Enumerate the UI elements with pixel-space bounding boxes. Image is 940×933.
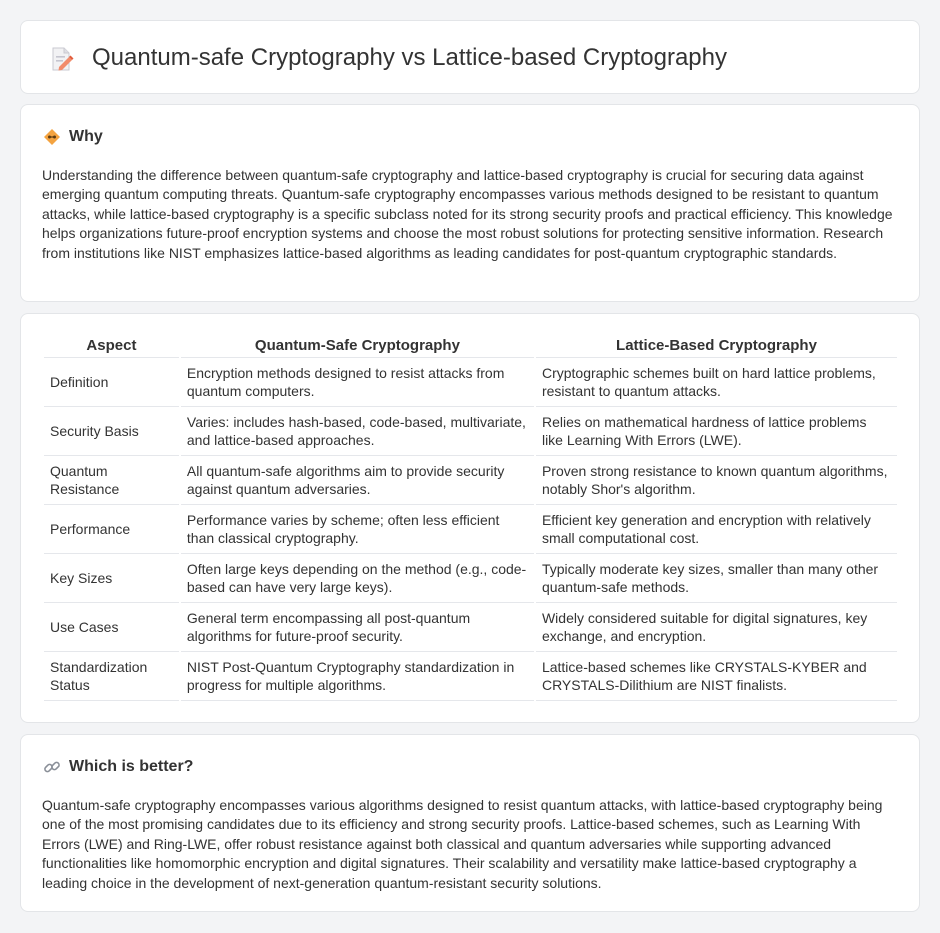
lattice-based-cell: Relies on mathematical hardness of lattice problems like Learning With Errors (LWE). [536, 407, 897, 456]
table-row [44, 358, 897, 407]
header-aspect: Aspect [44, 336, 179, 358]
header-card [20, 20, 920, 94]
why-body: Understanding the difference between quantum-safe cryptography and lattice-based cryptography is crucial for securing data against emerging quantum computing threats. Quantum-safe cryptography encompasses various methods designed to be resistant to quantum attacks, while lattice-based cryptography is a specific subclass noted for its strong security proofs and practical efficiency. This knowledge helps organizations future-proof encryption systems and choose the most robust solutions for protecting sensitive information. Research from institutions like NIST emphasizes lattice-based algorithms as leading candidates for post-quantum cryptographic standards. [42, 167, 893, 261]
lattice-based-cell: Widely considered suitable for digital signatures, key exchange, and encryption. [536, 603, 897, 652]
why-heading [43, 127, 103, 147]
comparison-table [42, 336, 899, 701]
table-row [44, 505, 897, 554]
lattice-based-cell: Efficient key generation and encryption with relatively small computational cost. [536, 505, 897, 554]
aspect-cell: Security Basis [44, 407, 179, 456]
quantum-safe-cell: General term encompassing all post-quantum algorithms for future-proof security. [181, 603, 534, 652]
comparison-card [20, 313, 920, 723]
lattice-based-cell: Proven strong resistance to known quantum algorithms, notably Shor's algorithm. [536, 456, 897, 505]
page-title: Quantum-safe Cryptography vs Lattice-based Cryptography [92, 44, 727, 71]
why-section [20, 104, 920, 302]
quantum-safe-cell: Performance varies by scheme; often less efficient than classical cryptography. [181, 505, 534, 554]
quantum-safe-cell: Often large keys depending on the method (e.g., code-based can have very large keys). [181, 554, 534, 603]
aspect-cell: Definition [44, 358, 179, 407]
quantum-safe-cell: NIST Post-Quantum Cryptography standardization in progress for multiple algorithms. [181, 652, 534, 701]
header-quantum-safe: Quantum-Safe Cryptography [181, 336, 534, 358]
document-edit-icon [47, 45, 75, 73]
lattice-based-cell: Cryptographic schemes built on hard lattice problems, resistant to quantum attacks. [536, 358, 897, 407]
table-row [44, 603, 897, 652]
aspect-cell: Key Sizes [44, 554, 179, 603]
quantum-safe-cell: All quantum-safe algorithms aim to provide security against quantum adversaries. [181, 456, 534, 505]
table-row [44, 652, 897, 701]
table-row [44, 554, 897, 603]
table-row [44, 456, 897, 505]
better-heading [43, 757, 193, 777]
lattice-based-cell: Lattice-based schemes like CRYSTALS-KYBER and CRYSTALS-Dilithium are NIST finalists. [536, 652, 897, 701]
quantum-safe-cell: Encryption methods designed to resist attacks from quantum computers. [181, 358, 534, 407]
aspect-cell: Standardization Status [44, 652, 179, 701]
better-title: Which is better? [69, 758, 194, 775]
link-icon [43, 758, 61, 776]
table-row [44, 407, 897, 456]
table-header-row [44, 336, 897, 358]
why-title: Why [69, 128, 103, 145]
lattice-based-cell: Typically moderate key sizes, smaller than many other quantum-safe methods. [536, 554, 897, 603]
aspect-cell: Performance [44, 505, 179, 554]
better-body: Quantum-safe cryptography encompasses various algorithms designed to resist quantum attacks, with lattice-based cryptography being one of the most promising candidates due to its efficiency and strong security proofs. Lattice-based schemes, such as Learning With Errors (LWE) and Ring-LWE, offer robust resistance against both classical and quantum adversaries while supporting advanced functionalities like homomorphic encryption and digital signatures. Their scalability and versatility make lattice-based cryptography a leading choice in the development of next-generation quantum-resistant security solutions. [42, 797, 883, 891]
diamond-sign-icon [43, 128, 61, 146]
aspect-cell: Use Cases [44, 603, 179, 652]
header-lattice-based: Lattice-Based Cryptography [536, 336, 897, 358]
quantum-safe-cell: Varies: includes hash-based, code-based, multivariate, and lattice-based approaches. [181, 407, 534, 456]
aspect-cell: Quantum Resistance [44, 456, 179, 505]
which-is-better-section [20, 734, 920, 912]
